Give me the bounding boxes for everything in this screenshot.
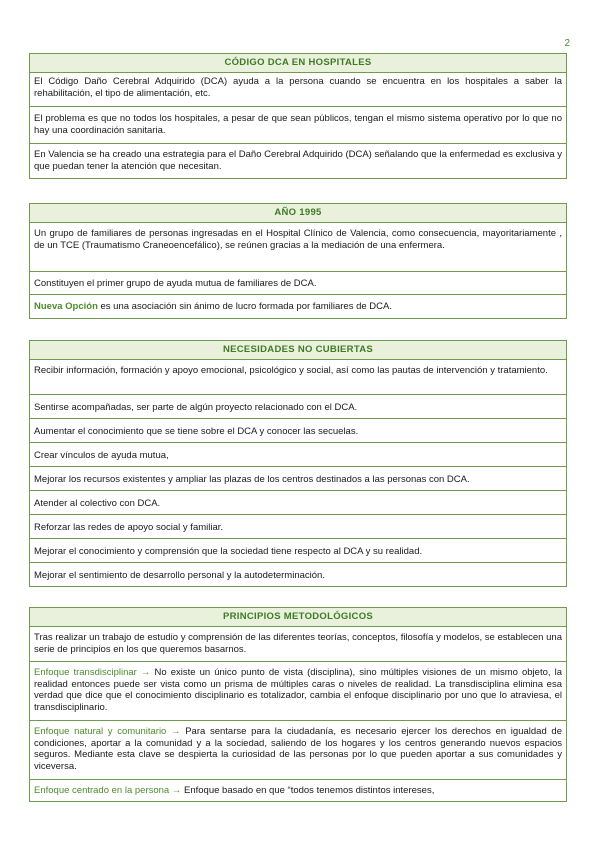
section-ano-1995	[29, 203, 567, 319]
section-row: El problema es que no todos los hospitales, a pesar de que sean públicos, tengan el mismo sistema operativo por lo que no hay una coordinación sanitaria.	[30, 107, 566, 144]
section-title: AÑO 1995	[30, 204, 566, 223]
principle-text: Para sentarse para la ciudadanía, es necesario ejercer los derechos en igualdad de condiciones, aportar a la comunidad y a la sociedad, saliendo de los hogares y los centros generando nuevos espacios seguros. Mediante esta clave se despierta la curiosidad de las personas por lo que pueden aportar a sus comunidades y viceversa.	[34, 726, 562, 772]
section-row: Atender al colectivo con DCA.	[30, 491, 566, 515]
section-row: Sentirse acompañadas, ser parte de algún proyecto relacionado con el DCA.	[30, 395, 566, 419]
section-row: Constituyen el primer grupo de ayuda mutua de familiares de DCA.	[30, 272, 566, 295]
section-row: En Valencia se ha creado una estrategia para el Daño Cerebral Adquirido (DCA) señalando que la enfermedad es exclusiva y que puedan tener la atención que necesitan.	[30, 144, 566, 179]
section-row: Reforzar las redes de apoyo social y familiar.	[30, 515, 566, 539]
principle-text: Enfoque basado en que “todos tenemos distintos intereses,	[181, 785, 435, 796]
principle-lead: Enfoque transdisciplinar →	[34, 667, 151, 678]
nueva-opcion-text: es una asociación sin ánimo de lucro formada por familiares de DCA.	[97, 301, 392, 312]
principle-lead: Enfoque centrado en la persona →	[34, 785, 182, 796]
principle-lead: Enfoque natural y comunitario →	[34, 726, 181, 737]
section-row: Recibir información, formación y apoyo emocional, psicológico y social, así como las pautas de intervención y tratamiento.	[30, 360, 566, 395]
section-intro: Tras realizar un trabajo de estudio y comprensión de las diferentes teorías, conceptos, filosofía y modelos, se establecen una serie de principios en los que queremos basarnos.	[30, 627, 566, 662]
principle-row	[30, 721, 566, 780]
section-row: El Código Daño Cerebral Adquirido (DCA) ayuda a la persona cuando se encuentra en los hospitales a saber la rehabilitación, el tipo de alimentación, etc.	[30, 73, 566, 107]
section-row: Crear vínculos de ayuda mutua,	[30, 443, 566, 467]
section-row: Aumentar el conocimiento que se tiene sobre el DCA y conocer las secuelas.	[30, 419, 566, 443]
section-row: Mejorar el sentimiento de desarrollo personal y la autodeterminación.	[30, 563, 566, 587]
section-row: Mejorar los recursos existentes y ampliar las plazas de los centros destinados a las personas con DCA.	[30, 467, 566, 491]
section-title: CÓDIGO DCA EN HOSPITALES	[30, 54, 566, 73]
page-number: 2	[564, 38, 570, 49]
section-row: Mejorar el conocimiento y comprensión que la sociedad tiene respecto al DCA y su realidad.	[30, 539, 566, 563]
section-principios	[29, 607, 567, 802]
section-title: PRINCIPIOS METODOLÓGICOS	[30, 608, 566, 627]
section-row-highlight	[30, 295, 566, 319]
section-necesidades	[29, 340, 567, 587]
principle-text: No existe un único punto de vista (disciplina), sino múltiples visiones de un mismo objeto, la realidad entonces puede ser vista como un prisma de múltiples caras o niveles de realidad. La transdisciplina elimina esa verdad que dice que el conocimiento disciplinario es totalizador, cambia el enfoque disciplinario por uno que lo atraviesa, el transdisciplinario.	[34, 667, 562, 713]
principle-row	[30, 662, 566, 721]
nueva-opcion-name: Nueva Opción	[34, 301, 98, 312]
section-codigo-dca	[29, 53, 567, 179]
principle-row	[30, 780, 566, 802]
section-title: NECESIDADES NO CUBIERTAS	[30, 341, 566, 360]
section-row: Un grupo de familiares de personas ingresadas en el Hospital Clínico de Valencia, como consecuencia, mayoritariamente , de un TCE (Traumatismo Craneoencefálico), se reúnen gracias a la mediación de una enfermera.	[30, 223, 566, 272]
